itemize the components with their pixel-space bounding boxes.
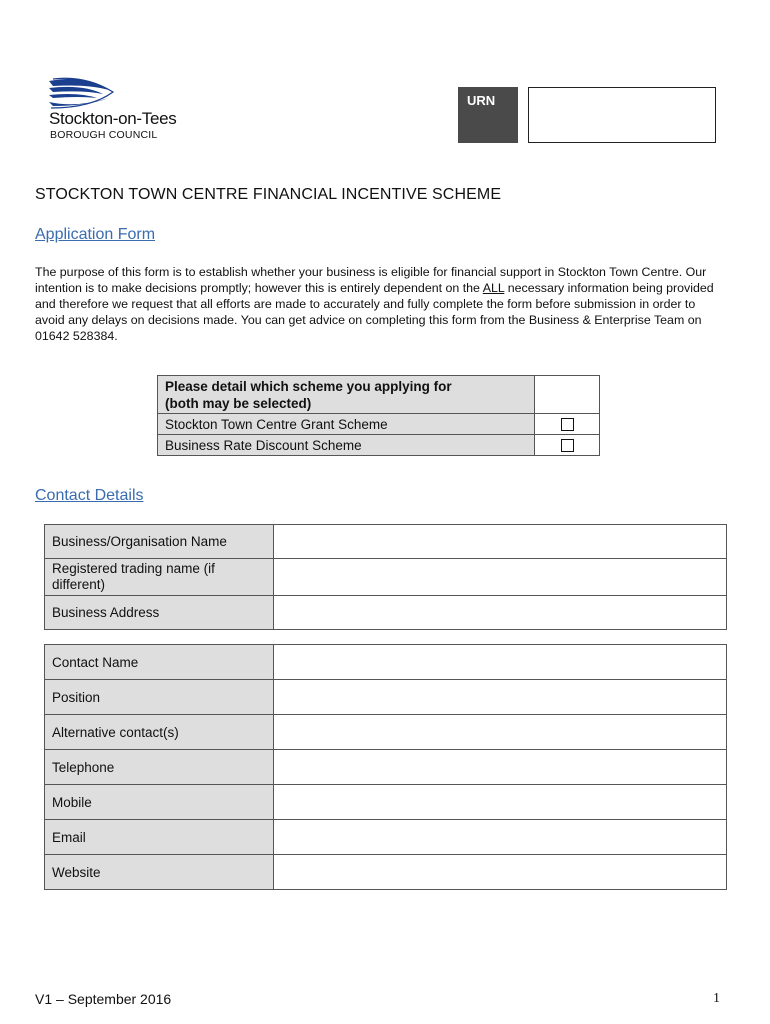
scheme-header-line2: (both may be selected) (165, 395, 312, 411)
mobile-field[interactable] (274, 785, 727, 820)
field-label: Alternative contact(s) (45, 715, 274, 750)
field-label: Telephone (45, 750, 274, 785)
scheme-option-label: Stockton Town Centre Grant Scheme (158, 414, 535, 435)
table-row (45, 559, 727, 596)
scheme-option-label: Business Rate Discount Scheme (158, 435, 535, 456)
scheme-selection-table (157, 375, 600, 456)
scheme-option-checkbox-cell (535, 435, 600, 456)
field-label: Position (45, 680, 274, 715)
table-row (45, 855, 727, 890)
rate-discount-checkbox[interactable] (561, 439, 574, 452)
contact-name-field[interactable] (274, 645, 727, 680)
field-label: Email (45, 820, 274, 855)
trading-name-field[interactable] (274, 559, 727, 596)
application-form-heading: Application Form (35, 226, 156, 243)
urn-label: URN (458, 87, 518, 143)
intro-emphasis: ALL (482, 281, 505, 295)
field-label: Registered trading name (if different) (45, 559, 274, 596)
field-label: Website (45, 855, 274, 890)
email-field[interactable] (274, 820, 727, 855)
table-row (45, 680, 727, 715)
council-swoosh-icon (47, 76, 117, 110)
document-title: STOCKTON TOWN CENTRE FINANCIAL INCENTIVE SCHEME (35, 186, 502, 203)
contact-person-table (44, 644, 727, 890)
telephone-field[interactable] (274, 750, 727, 785)
field-label: Mobile (45, 785, 274, 820)
intro-text-end: necessary information being provided and therefore we request that all efforts are made to accurately and fully complete the form before submission in order to avoid any delays on decisions made. You can get advice on completing this form from the Business & Enterprise Team on 01642 528384. (35, 281, 714, 343)
logo-subtitle: BOROUGH COUNCIL (50, 129, 158, 141)
table-row (45, 596, 727, 630)
table-row (45, 525, 727, 559)
table-row (45, 715, 727, 750)
business-details-table (44, 524, 727, 630)
website-field[interactable] (274, 855, 727, 890)
business-address-field[interactable] (274, 596, 727, 630)
table-row (45, 750, 727, 785)
scheme-table-header-row (158, 376, 600, 414)
scheme-option-row (158, 435, 600, 456)
intro-text-start: The purpose of this form is to establish whether your business is eligible for financial support in Stockton Town Centre. Our intention is to make decisions promptly; however this is entirely dependent on the (35, 265, 707, 295)
scheme-header-line1: Please detail which scheme you applying for (165, 378, 452, 394)
footer-version: V1 – September 2016 (35, 991, 172, 1007)
intro-paragraph (35, 264, 725, 344)
alternative-contact-field[interactable] (274, 715, 727, 750)
logo-name: Stockton-on-Tees (49, 109, 177, 128)
contact-details-heading: Contact Details (35, 487, 144, 504)
table-row (45, 645, 727, 680)
council-logo (47, 76, 217, 146)
scheme-option-checkbox-cell (535, 414, 600, 435)
field-label: Business/Organisation Name (45, 525, 274, 559)
table-row (45, 820, 727, 855)
scheme-header-blank-cell (535, 376, 600, 414)
field-label: Business Address (45, 596, 274, 630)
page-number: 1 (713, 991, 720, 1006)
table-row (45, 785, 727, 820)
scheme-option-row (158, 414, 600, 435)
grant-scheme-checkbox[interactable] (561, 418, 574, 431)
position-field[interactable] (274, 680, 727, 715)
urn-input-box[interactable] (528, 87, 716, 143)
field-label: Contact Name (45, 645, 274, 680)
scheme-table-header (158, 376, 535, 414)
business-name-field[interactable] (274, 525, 727, 559)
